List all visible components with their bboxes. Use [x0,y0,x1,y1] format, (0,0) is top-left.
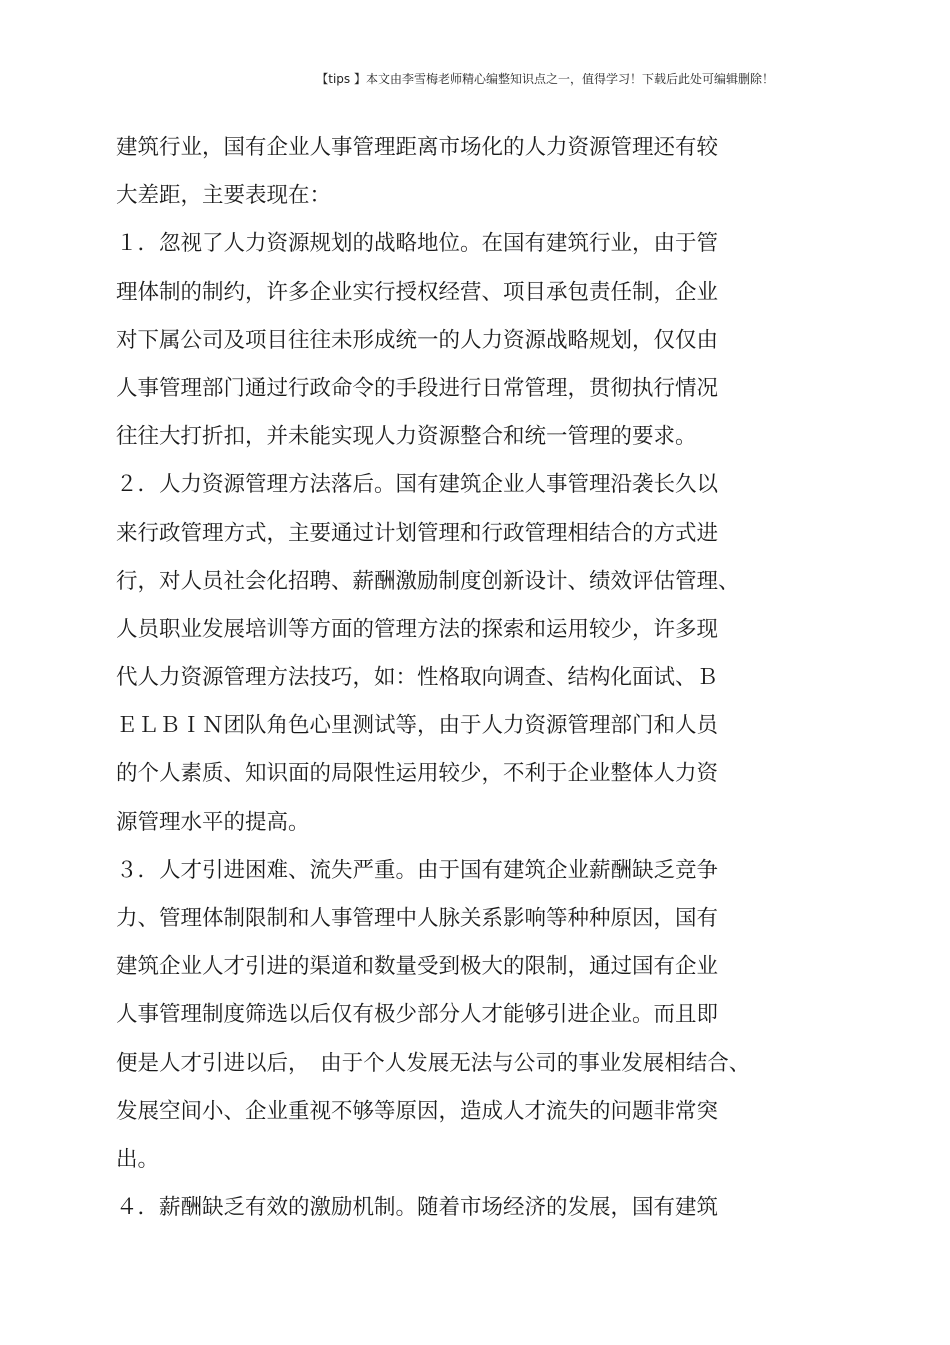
text-line: 发展空间小、企业重视不够等原因，造成人才流失的问题非常突 [116,1098,719,1124]
text-line: 大差距，主要表现在： [116,183,332,209]
text-line: ＥＬＢＩＮ团队角色心里测试等，由于人力资源管理部门和人员 [116,713,719,739]
text-line: 便是人才引进以后， 由于个人发展无法与公司的事业发展相结合、 [116,1050,751,1076]
text-line: 人事管理制度筛选以后仅有极少部分人才能够引进企业。而且即 [116,1002,719,1028]
text-line: 力、管理体制限制和人事管理中人脉关系影响等种种原因，国有 [116,906,719,931]
text-line: 人员职业发展培训等方面的管理方法的探索和运用较少，许多现 [116,616,719,642]
tips-header: 【tips 】本文由李雪梅老师精心编整知识点之一，值得学习！下载后此处可编辑删除！ [316,72,774,86]
text-line: 建筑企业人才引进的渠道和数量受到极大的限制，通过国有企业 [116,954,719,980]
text-line: １．忽视了人力资源规划的战略地位。在国有建筑行业，由于管 [116,231,719,257]
text-line: 人事管理部门通过行政命令的手段进行日常管理，贯彻执行情况 [116,375,719,401]
text-line: 行，对人员社会化招聘、薪酬激励制度创新设计、绩效评估管理、 [116,568,740,594]
text-line: ２．人力资源管理方法落后。国有建筑企业人事管理沿袭长久以 [116,472,719,498]
text-line: 往往大打折扣，并未能实现人力资源整合和统一管理的要求。 [116,424,697,450]
text-line: 来行政管理方式，主要通过计划管理和行政管理相结合的方式进 [116,520,719,546]
text-line: 源管理水平的提高。 [116,809,310,835]
text-line: 建筑行业，国有企业人事管理距离市场化的人力资源管理还有较 [116,135,719,160]
document-body [116,124,836,1232]
text-line: 理体制的制约，许多企业实行授权经营、项目承包责任制，企业 [116,279,719,305]
text-line: ４．薪酬缺乏有效的激励机制。随着市场经济的发展，国有建筑 [116,1195,719,1221]
text-line: 代人力资源管理方法技巧，如：性格取向调查、结构化面试、Ｂ [116,665,719,691]
text-line: 出。 [116,1146,160,1172]
text-line: ３．人才引进困难、流失严重。由于国有建筑企业薪酬缺乏竞争 [116,857,719,883]
text-line: 的个人素质、知识面的局限性运用较少，不利于企业整体人力资 [116,761,719,787]
text-line: 对下属公司及项目往往未形成统一的人力资源战略规划，仅仅由 [116,327,719,353]
